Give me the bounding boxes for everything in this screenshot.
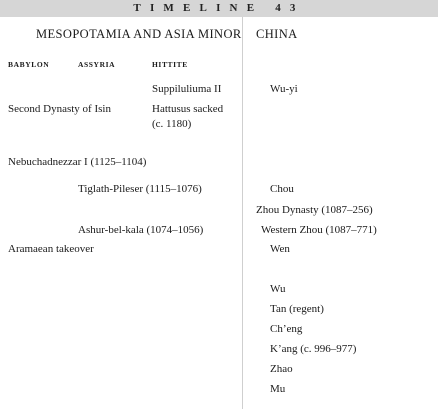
subheading-babylon: BABYLON (8, 60, 50, 69)
subheading-hittite: HITTITE (152, 60, 188, 69)
entry-second-dynasty: Second Dynasty of Isin (8, 103, 111, 115)
entry-zhao: Zhao (270, 363, 293, 375)
entry-wen: Wen (270, 243, 290, 255)
column-divider (242, 17, 243, 409)
entry-nebuchadnezzar: Nebuchadnezzar I (1125–1104) (8, 156, 147, 168)
entry-tan: Tan (regent) (270, 303, 324, 315)
entry-ashur-bel-kala: Ashur-bel-kala (1074–1056) (78, 224, 204, 236)
entry-wu: Wu (270, 283, 286, 295)
entry-hattusus-date: (c. 1180) (152, 118, 192, 130)
entry-aramaean: Aramaean takeover (8, 243, 94, 255)
heading-mesopotamia: MESOPOTAMIA AND ASIA MINOR (36, 27, 242, 41)
entry-wuyi: Wu-yi (270, 83, 298, 95)
entry-kang: K’ang (c. 996–977) (270, 343, 357, 355)
entry-tiglath-pileser: Tiglath-Pileser (1115–1076) (78, 183, 202, 195)
page-header-title: TIMELINE 43 (133, 2, 305, 14)
entry-cheng: Ch’eng (270, 323, 303, 335)
entry-zhou-dynasty: Zhou Dynasty (1087–256) (256, 204, 373, 216)
entry-hattusus-sacked: Hattusus sacked (152, 103, 224, 115)
entry-mu: Mu (270, 383, 286, 395)
entry-western-zhou: Western Zhou (1087–771) (261, 224, 377, 236)
heading-china: CHINA (256, 27, 298, 41)
subheading-assyria: ASSYRIA (78, 60, 116, 69)
entry-suppiluliuma: Suppiluliuma II (152, 83, 222, 95)
entry-chou: Chou (270, 183, 294, 195)
